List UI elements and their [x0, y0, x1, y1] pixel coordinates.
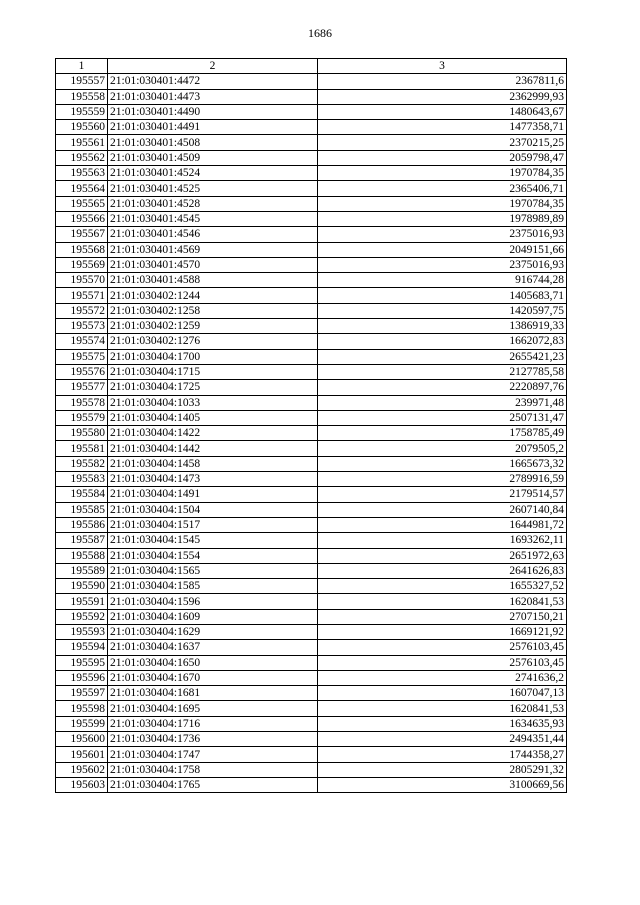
row-number-cell: 195594	[56, 640, 108, 655]
value-cell: 1655327,52	[318, 579, 567, 594]
row-number-cell: 195560	[56, 120, 108, 135]
value-cell: 2741636,2	[318, 670, 567, 685]
table-row	[56, 487, 567, 502]
value-cell: 1744358,27	[318, 747, 567, 762]
table-row	[56, 441, 567, 456]
cadastral-number-cell: 21:01:030404:1629	[108, 624, 318, 639]
cadastral-number-cell: 21:01:030401:4524	[108, 166, 318, 181]
value-cell: 2607140,84	[318, 502, 567, 517]
cadastral-number-cell: 21:01:030401:4525	[108, 181, 318, 196]
table-row	[56, 273, 567, 288]
row-number-cell: 195582	[56, 456, 108, 471]
row-number-cell: 195597	[56, 686, 108, 701]
cadastral-number-cell: 21:01:030401:4546	[108, 227, 318, 242]
table-row	[56, 502, 567, 517]
row-number-cell: 195602	[56, 762, 108, 777]
row-number-cell: 195596	[56, 670, 108, 685]
row-number-cell: 195593	[56, 624, 108, 639]
cadastral-number-cell: 21:01:030401:4588	[108, 273, 318, 288]
value-cell: 1669121,92	[318, 624, 567, 639]
value-cell: 1386919,33	[318, 319, 567, 334]
cadastral-number-cell: 21:01:030401:4570	[108, 257, 318, 272]
table-row	[56, 594, 567, 609]
cadastral-number-cell: 21:01:030401:4509	[108, 150, 318, 165]
value-cell: 2576103,45	[318, 640, 567, 655]
row-number-cell: 195600	[56, 732, 108, 747]
table-row	[56, 196, 567, 211]
cadastral-number-cell: 21:01:030404:1458	[108, 456, 318, 471]
value-cell: 2127785,58	[318, 364, 567, 379]
table-row	[56, 579, 567, 594]
row-number-cell: 195584	[56, 487, 108, 502]
value-cell: 2220897,76	[318, 380, 567, 395]
value-cell: 2375016,93	[318, 257, 567, 272]
row-number-cell: 195587	[56, 533, 108, 548]
header-row	[56, 59, 567, 74]
cadastral-number-cell: 21:01:030401:4508	[108, 135, 318, 150]
table-row	[56, 732, 567, 747]
table-row	[56, 701, 567, 716]
cadastral-number-cell: 21:01:030404:1504	[108, 502, 318, 517]
cadastral-number-cell: 21:01:030404:1650	[108, 655, 318, 670]
table-row	[56, 395, 567, 410]
cadastral-number-cell: 21:01:030402:1276	[108, 334, 318, 349]
table-row	[56, 150, 567, 165]
row-number-cell: 195557	[56, 74, 108, 89]
table-row	[56, 548, 567, 563]
value-cell: 1480643,67	[318, 104, 567, 119]
table-row	[56, 104, 567, 119]
value-cell: 1477358,71	[318, 120, 567, 135]
row-number-cell: 195558	[56, 89, 108, 104]
cadastral-number-cell: 21:01:030404:1747	[108, 747, 318, 762]
cadastral-number-cell: 21:01:030404:1609	[108, 609, 318, 624]
cadastral-number-cell: 21:01:030404:1765	[108, 777, 318, 792]
row-number-cell: 195577	[56, 380, 108, 395]
value-cell: 1970784,35	[318, 166, 567, 181]
value-cell: 2641626,83	[318, 563, 567, 578]
cadastral-number-cell: 21:01:030404:1491	[108, 487, 318, 502]
row-number-cell: 195573	[56, 319, 108, 334]
cadastral-number-cell: 21:01:030404:1716	[108, 716, 318, 731]
cadastral-number-cell: 21:01:030404:1405	[108, 410, 318, 425]
cadastral-number-cell: 21:01:030404:1565	[108, 563, 318, 578]
cadastral-number-cell: 21:01:030401:4491	[108, 120, 318, 135]
cadastral-number-cell: 21:01:030401:4472	[108, 74, 318, 89]
row-number-cell: 195598	[56, 701, 108, 716]
row-number-cell: 195570	[56, 273, 108, 288]
value-cell: 1420597,75	[318, 303, 567, 318]
table-row	[56, 242, 567, 257]
table-row	[56, 349, 567, 364]
value-cell: 1405683,71	[318, 288, 567, 303]
row-number-cell: 195580	[56, 426, 108, 441]
row-number-cell: 195574	[56, 334, 108, 349]
cadastral-number-cell: 21:01:030404:1545	[108, 533, 318, 548]
row-number-cell: 195576	[56, 364, 108, 379]
value-cell: 2655421,23	[318, 349, 567, 364]
value-cell: 2707150,21	[318, 609, 567, 624]
cadastral-number-cell: 21:01:030404:1670	[108, 670, 318, 685]
row-number-cell: 195575	[56, 349, 108, 364]
value-cell: 1634635,93	[318, 716, 567, 731]
value-cell: 2375016,93	[318, 227, 567, 242]
value-cell: 2049151,66	[318, 242, 567, 257]
table-row	[56, 120, 567, 135]
cadastral-number-cell: 21:01:030401:4569	[108, 242, 318, 257]
table-row	[56, 364, 567, 379]
value-cell: 2079505,2	[318, 441, 567, 456]
table-row	[56, 624, 567, 639]
value-cell: 2789916,59	[318, 472, 567, 487]
value-cell: 1693262,11	[318, 533, 567, 548]
column-header-2: 2	[108, 59, 318, 74]
cadastral-number-cell: 21:01:030402:1244	[108, 288, 318, 303]
table-row	[56, 747, 567, 762]
table-row	[56, 303, 567, 318]
value-cell: 2651972,63	[318, 548, 567, 563]
table-row	[56, 762, 567, 777]
row-number-cell: 195566	[56, 211, 108, 226]
row-number-cell: 195592	[56, 609, 108, 624]
value-cell: 1970784,35	[318, 196, 567, 211]
table-row	[56, 319, 567, 334]
cadastral-number-cell: 21:01:030404:1554	[108, 548, 318, 563]
value-cell: 2805291,32	[318, 762, 567, 777]
cadastral-number-cell: 21:01:030402:1258	[108, 303, 318, 318]
row-number-cell: 195565	[56, 196, 108, 211]
row-number-cell: 195564	[56, 181, 108, 196]
row-number-cell: 195559	[56, 104, 108, 119]
table-row	[56, 211, 567, 226]
row-number-cell: 195572	[56, 303, 108, 318]
row-number-cell: 195591	[56, 594, 108, 609]
table-row	[56, 135, 567, 150]
value-cell: 2507131,47	[318, 410, 567, 425]
cadastral-number-cell: 21:01:030404:1637	[108, 640, 318, 655]
value-cell: 1978989,89	[318, 211, 567, 226]
row-number-cell: 195567	[56, 227, 108, 242]
table-row	[56, 74, 567, 89]
value-cell: 2370215,25	[318, 135, 567, 150]
row-number-cell: 195568	[56, 242, 108, 257]
row-number-cell: 195563	[56, 166, 108, 181]
column-header-3: 3	[318, 59, 567, 74]
cadastral-number-cell: 21:01:030404:1695	[108, 701, 318, 716]
table-row	[56, 456, 567, 471]
row-number-cell: 195590	[56, 579, 108, 594]
table-row	[56, 655, 567, 670]
value-cell: 2576103,45	[318, 655, 567, 670]
cadastral-number-cell: 21:01:030404:1725	[108, 380, 318, 395]
table-row	[56, 410, 567, 425]
value-cell: 2059798,47	[318, 150, 567, 165]
table-row	[56, 227, 567, 242]
row-number-cell: 195603	[56, 777, 108, 792]
column-header-1: 1	[56, 59, 108, 74]
cadastral-number-cell: 21:01:030404:1473	[108, 472, 318, 487]
table-row	[56, 89, 567, 104]
table-row	[56, 670, 567, 685]
table-row	[56, 380, 567, 395]
row-number-cell: 195583	[56, 472, 108, 487]
row-number-cell: 195571	[56, 288, 108, 303]
table-row	[56, 563, 567, 578]
row-number-cell: 195579	[56, 410, 108, 425]
table-row	[56, 257, 567, 272]
value-cell: 1607047,13	[318, 686, 567, 701]
row-number-cell: 195562	[56, 150, 108, 165]
table-row	[56, 686, 567, 701]
value-cell: 1644981,72	[318, 517, 567, 532]
data-table	[55, 58, 567, 793]
table-row	[56, 426, 567, 441]
row-number-cell: 195569	[56, 257, 108, 272]
value-cell: 2179514,57	[318, 487, 567, 502]
cadastral-number-cell: 21:01:030404:1681	[108, 686, 318, 701]
row-number-cell: 195599	[56, 716, 108, 731]
cadastral-number-cell: 21:01:030404:1033	[108, 395, 318, 410]
row-number-cell: 195588	[56, 548, 108, 563]
row-number-cell: 195589	[56, 563, 108, 578]
table-row	[56, 472, 567, 487]
table-row	[56, 517, 567, 532]
value-cell: 2365406,71	[318, 181, 567, 196]
value-cell: 2367811,6	[318, 74, 567, 89]
table-row	[56, 777, 567, 792]
cadastral-number-cell: 21:01:030404:1585	[108, 579, 318, 594]
cadastral-number-cell: 21:01:030401:4528	[108, 196, 318, 211]
table-row	[56, 334, 567, 349]
row-number-cell: 195586	[56, 517, 108, 532]
cadastral-number-cell: 21:01:030404:1736	[108, 732, 318, 747]
row-number-cell: 195578	[56, 395, 108, 410]
cadastral-number-cell: 21:01:030404:1700	[108, 349, 318, 364]
table-body	[56, 74, 567, 793]
value-cell: 1665673,32	[318, 456, 567, 471]
row-number-cell: 195561	[56, 135, 108, 150]
cadastral-number-cell: 21:01:030404:1715	[108, 364, 318, 379]
table-row	[56, 716, 567, 731]
row-number-cell: 195601	[56, 747, 108, 762]
table-row	[56, 288, 567, 303]
value-cell: 1620841,53	[318, 701, 567, 716]
row-number-cell: 195595	[56, 655, 108, 670]
value-cell: 1758785,49	[318, 426, 567, 441]
cadastral-number-cell: 21:01:030401:4545	[108, 211, 318, 226]
value-cell: 916744,28	[318, 273, 567, 288]
value-cell: 2362999,93	[318, 89, 567, 104]
cadastral-number-cell: 21:01:030404:1422	[108, 426, 318, 441]
table-row	[56, 609, 567, 624]
table-row	[56, 640, 567, 655]
value-cell: 239971,48	[318, 395, 567, 410]
row-number-cell: 195585	[56, 502, 108, 517]
value-cell: 1662072,83	[318, 334, 567, 349]
cadastral-number-cell: 21:01:030401:4490	[108, 104, 318, 119]
value-cell: 1620841,53	[318, 594, 567, 609]
cadastral-number-cell: 21:01:030404:1517	[108, 517, 318, 532]
cadastral-number-cell: 21:01:030404:1596	[108, 594, 318, 609]
row-number-cell: 195581	[56, 441, 108, 456]
value-cell: 2494351,44	[318, 732, 567, 747]
cadastral-number-cell: 21:01:030404:1442	[108, 441, 318, 456]
page-number: 1686	[308, 26, 332, 40]
value-cell: 3100669,56	[318, 777, 567, 792]
cadastral-number-cell: 21:01:030404:1758	[108, 762, 318, 777]
cadastral-number-cell: 21:01:030402:1259	[108, 319, 318, 334]
cadastral-number-cell: 21:01:030401:4473	[108, 89, 318, 104]
table-row	[56, 533, 567, 548]
table-header	[56, 59, 567, 74]
table-row	[56, 166, 567, 181]
table-row	[56, 181, 567, 196]
